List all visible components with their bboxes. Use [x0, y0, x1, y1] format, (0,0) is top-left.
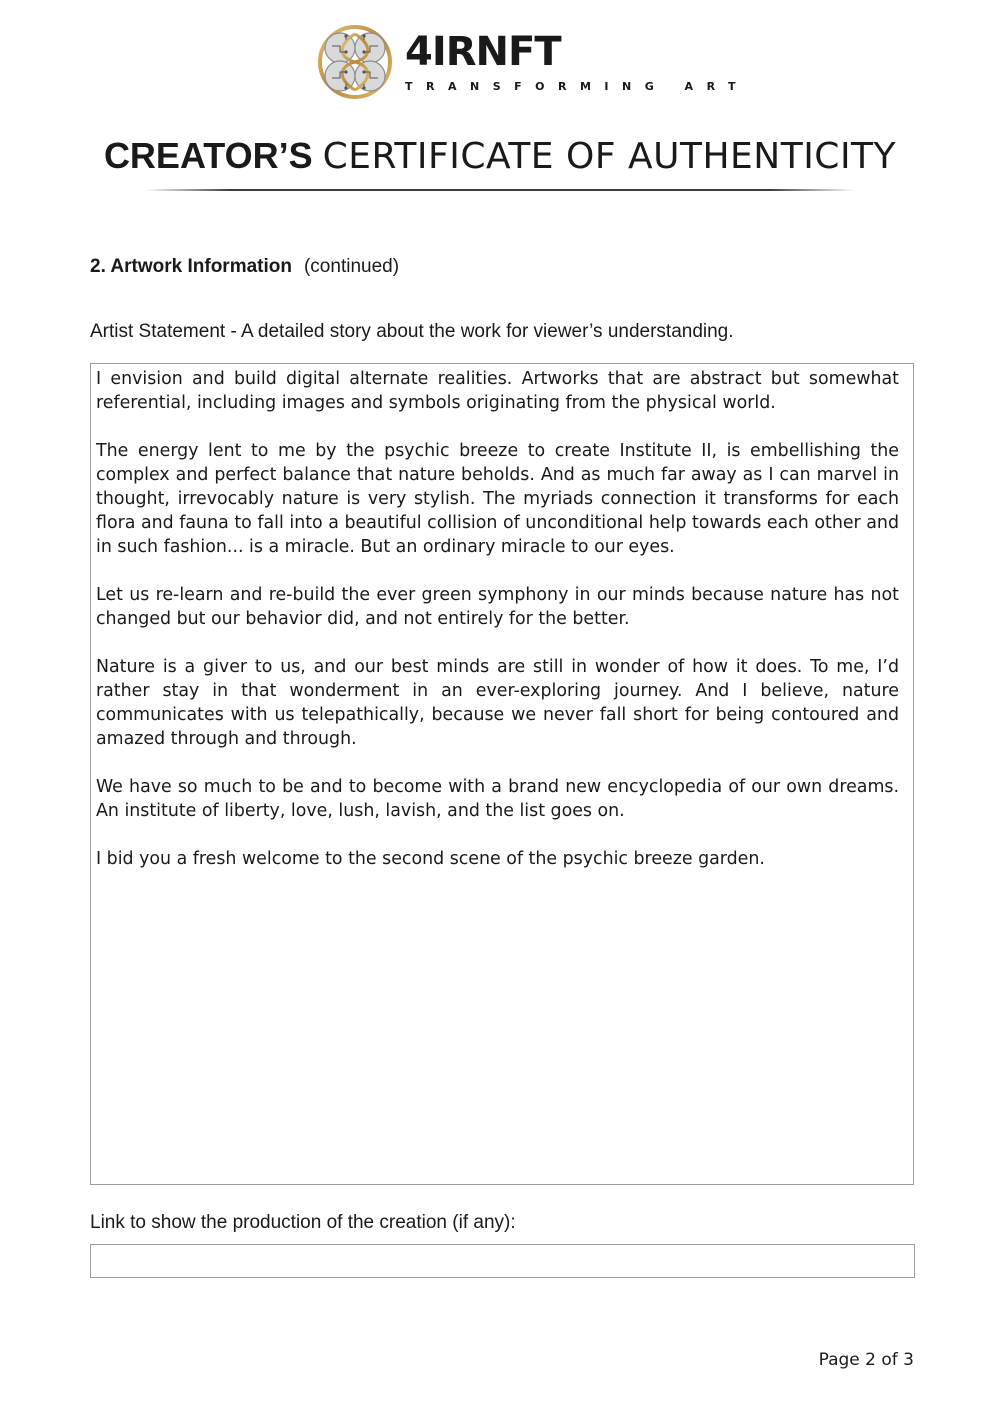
artist-statement-label: Artist Statement - A detailed story about the work for viewer’s understanding. [90, 321, 734, 342]
section-heading [90, 256, 399, 278]
statement-paragraph: Let us re-learn and re-build the ever green symphony in our minds because nature has not changed but our behavior did, and not entirely for the better. [96, 585, 899, 629]
statement-paragraph: I bid you a fresh welcome to the second scene of the psychic breeze garden. [96, 849, 765, 869]
production-link-label: Link to show the production of the creation (if any): [90, 1212, 516, 1233]
statement-paragraph: The energy lent to me by the psychic breeze to create Institute II, is embellishing the complex and perfect balance that nature beholds. And as much far away as I can marvel in thought, irrevocably nature is very stylish. The myriads connection it transforms for each flora and fauna to fall into a beautiful collision of unconditional help towards each other and in such fashion... is a miracle. But an ordinary miracle to our eyes. [96, 441, 899, 557]
brand-name: 4IRNFT [405, 29, 561, 75]
statement-paragraph: We have so much to be and to become with a brand new encyclopedia of our own dreams. An institute of liberty, love, lush, lavish, and the list goes on. [96, 777, 899, 821]
brand-tagline: TRANSFORMING ART [405, 80, 750, 93]
statement-paragraph: Nature is a giver to us, and our best minds are still in wonder of how it does. To me, I’d rather stay in that wonderment in an ever-exploring journey. And I believe, nature communicates with us telepathically, because we never fall short for being contoured and amazed through and through. [96, 657, 899, 749]
section-heading-title: 2. Artwork Information [90, 256, 292, 277]
certificate-title-strong: CREATOR’S [103, 135, 313, 176]
production-link-field[interactable] [90, 1244, 915, 1278]
page-number: Page 2 of 3 [818, 1350, 914, 1370]
certificate-title [0, 134, 1000, 179]
statement-paragraph: I envision and build digital alternate realities. Artworks that are abstract but somewhat referential, including images and symbols originating from the physical world. [96, 369, 899, 413]
title-divider [145, 189, 855, 191]
certificate-title-light: CERTIFICATE OF AUTHENTICITY [322, 136, 897, 177]
infinity-circuit-logo-icon [316, 22, 394, 102]
section-heading-continued: (continued) [303, 256, 400, 277]
artist-statement-field[interactable] [90, 363, 914, 1185]
